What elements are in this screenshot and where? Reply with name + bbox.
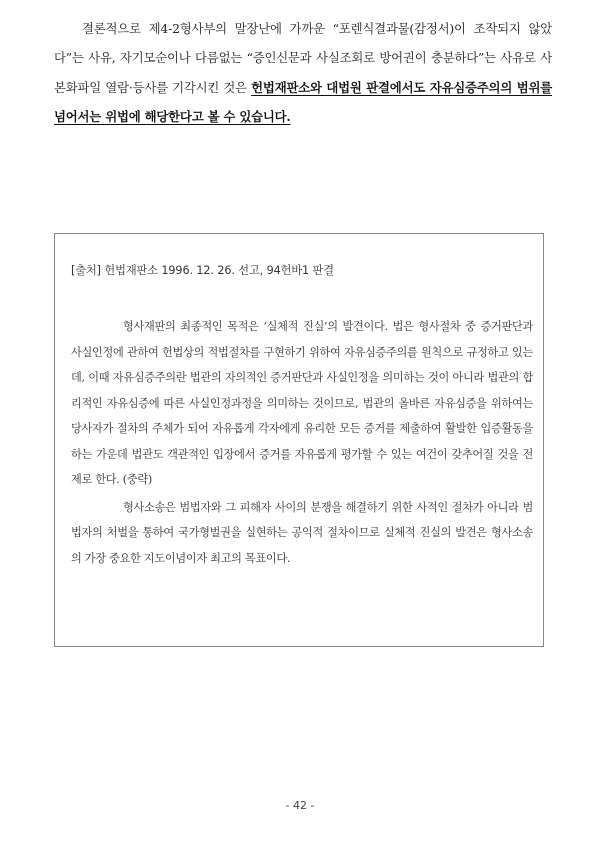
citation-paragraph-2: 형사소송은 범법자와 그 피해자 사이의 분쟁을 해결하기 위한 사적인 절차가 아니라 범법자의 처벌을 통하여 국가형벌권을 실현하는 공익적 절차이므로 실체적 진실의 발견은 형사소송의 가장 중요한 지도이념이자 최고의 목표이다. — [71, 500, 533, 565]
citation-source: [출처] 헌법재판소 1996. 12. 26. 선고, 94헌바1 판결 — [71, 264, 334, 277]
citation-paragraph-1: 형사재판의 최종적인 목적은 ‘실체적 진실’의 발견이다. 법은 형사절차 중 증거판단과 사실인정에 관하여 헌법상의 적법절차를 구현하기 위하여 자유심증주의를 원칙으로 규정하고 있는데, 이때 자유심증주의란 법관의 자의적인 증거판단과 사실인정을 의미하는 것이 아니라 법관의 합리적인 자유심증에 따른 사실인정과정을 의미하는 것이므로, 법관의 올바른 자유심증을 위하여는 당사자가 절차의 주체가 되어 자유롭게 각자에게 유리한 모든 증거를 제출하여 활발한 입증활동을 하는 가운데 법관도 객관적인 입장에서 증거를 자유롭게 평가할 수 있는 여건이 갖추어질 것을 전제로 한다. (중략) — [71, 320, 533, 486]
intro-paragraph — [54, 14, 552, 132]
intro-text: 결론적으로 제4-2형사부의 말장난에 가까운 “포렌식결과물(감정서)이 조작되지 않았다”는 사유, 자기모순이나 다름없는 “증인신문과 사실조회로 방어권이 충분하다”는 사유로 사본화파일 열람·등사를 기각시킨 것은 — [54, 21, 552, 95]
page-number: - 42 - — [285, 799, 315, 812]
citation-box — [54, 233, 544, 647]
citation-text — [71, 314, 533, 571]
intro-emphasis: 헌법재판소와 대법원 판결에서도 자유심증주의의 범위를 넘어서는 위법에 해당한다고 볼 수 있습니다. — [54, 79, 552, 125]
